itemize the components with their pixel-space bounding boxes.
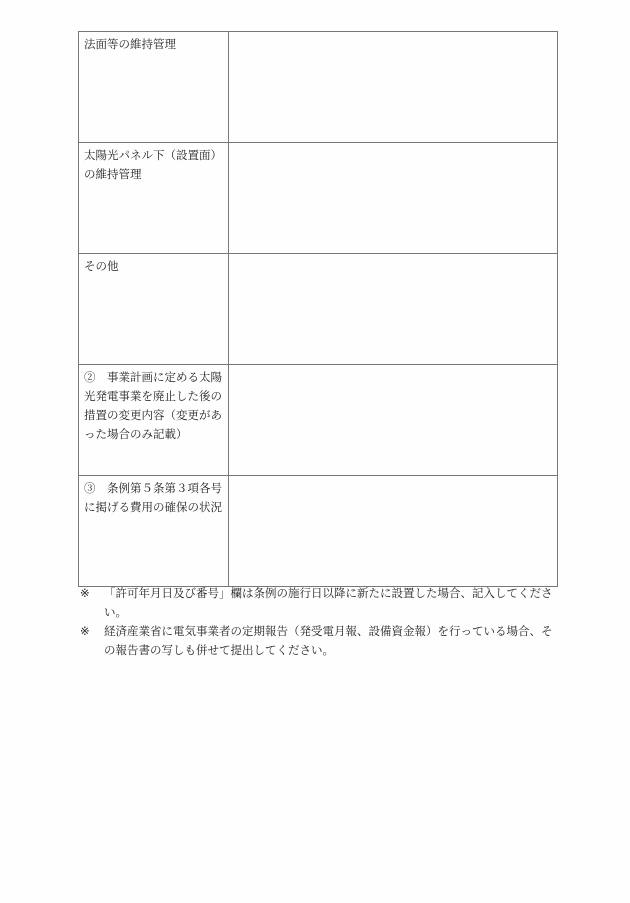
row-value-slope-maintenance[interactable] <box>229 32 558 143</box>
table-row <box>79 32 558 143</box>
table-row <box>79 365 558 476</box>
row-label-post-decommission-changes: ② 事業計画に定める太陽光発電事業を廃止した後の措置の変更内容（変更があった場合のみ記載） <box>79 365 229 476</box>
row-label-cost-securing-status: ③ 条例第５条第３項各号に掲げる費用の確保の状況 <box>79 476 229 587</box>
row-value-other[interactable] <box>229 254 558 365</box>
row-value-panel-underside-maintenance[interactable] <box>229 143 558 254</box>
footnote-permit-number <box>80 584 560 622</box>
reference-mark-icon: ※ <box>80 586 90 600</box>
table-row <box>79 254 558 365</box>
row-label-slope-maintenance: 法面等の維持管理 <box>79 32 229 143</box>
row-label-other: その他 <box>79 254 229 365</box>
table-row <box>79 143 558 254</box>
row-value-post-decommission-changes[interactable] <box>229 365 558 476</box>
table-row <box>79 476 558 587</box>
footnote-periodic-report <box>80 622 560 660</box>
row-value-cost-securing-status[interactable] <box>229 476 558 587</box>
row-label-panel-underside-maintenance: 太陽光パネル下（設置面）の維持管理 <box>79 143 229 254</box>
reference-mark-icon: ※ <box>80 624 90 638</box>
footnote-text: 経済産業省に電気事業者の定期報告（発受電月報、設備資金報）を行っている場合、その報告書の写しも併せて提出してください。 <box>104 624 553 657</box>
footnotes <box>80 584 560 660</box>
footnote-text: 「許可年月日及び番号」欄は条例の施行日以降に新たに設置した場合、記入してください。 <box>104 586 553 619</box>
maintenance-form-table <box>78 31 558 587</box>
